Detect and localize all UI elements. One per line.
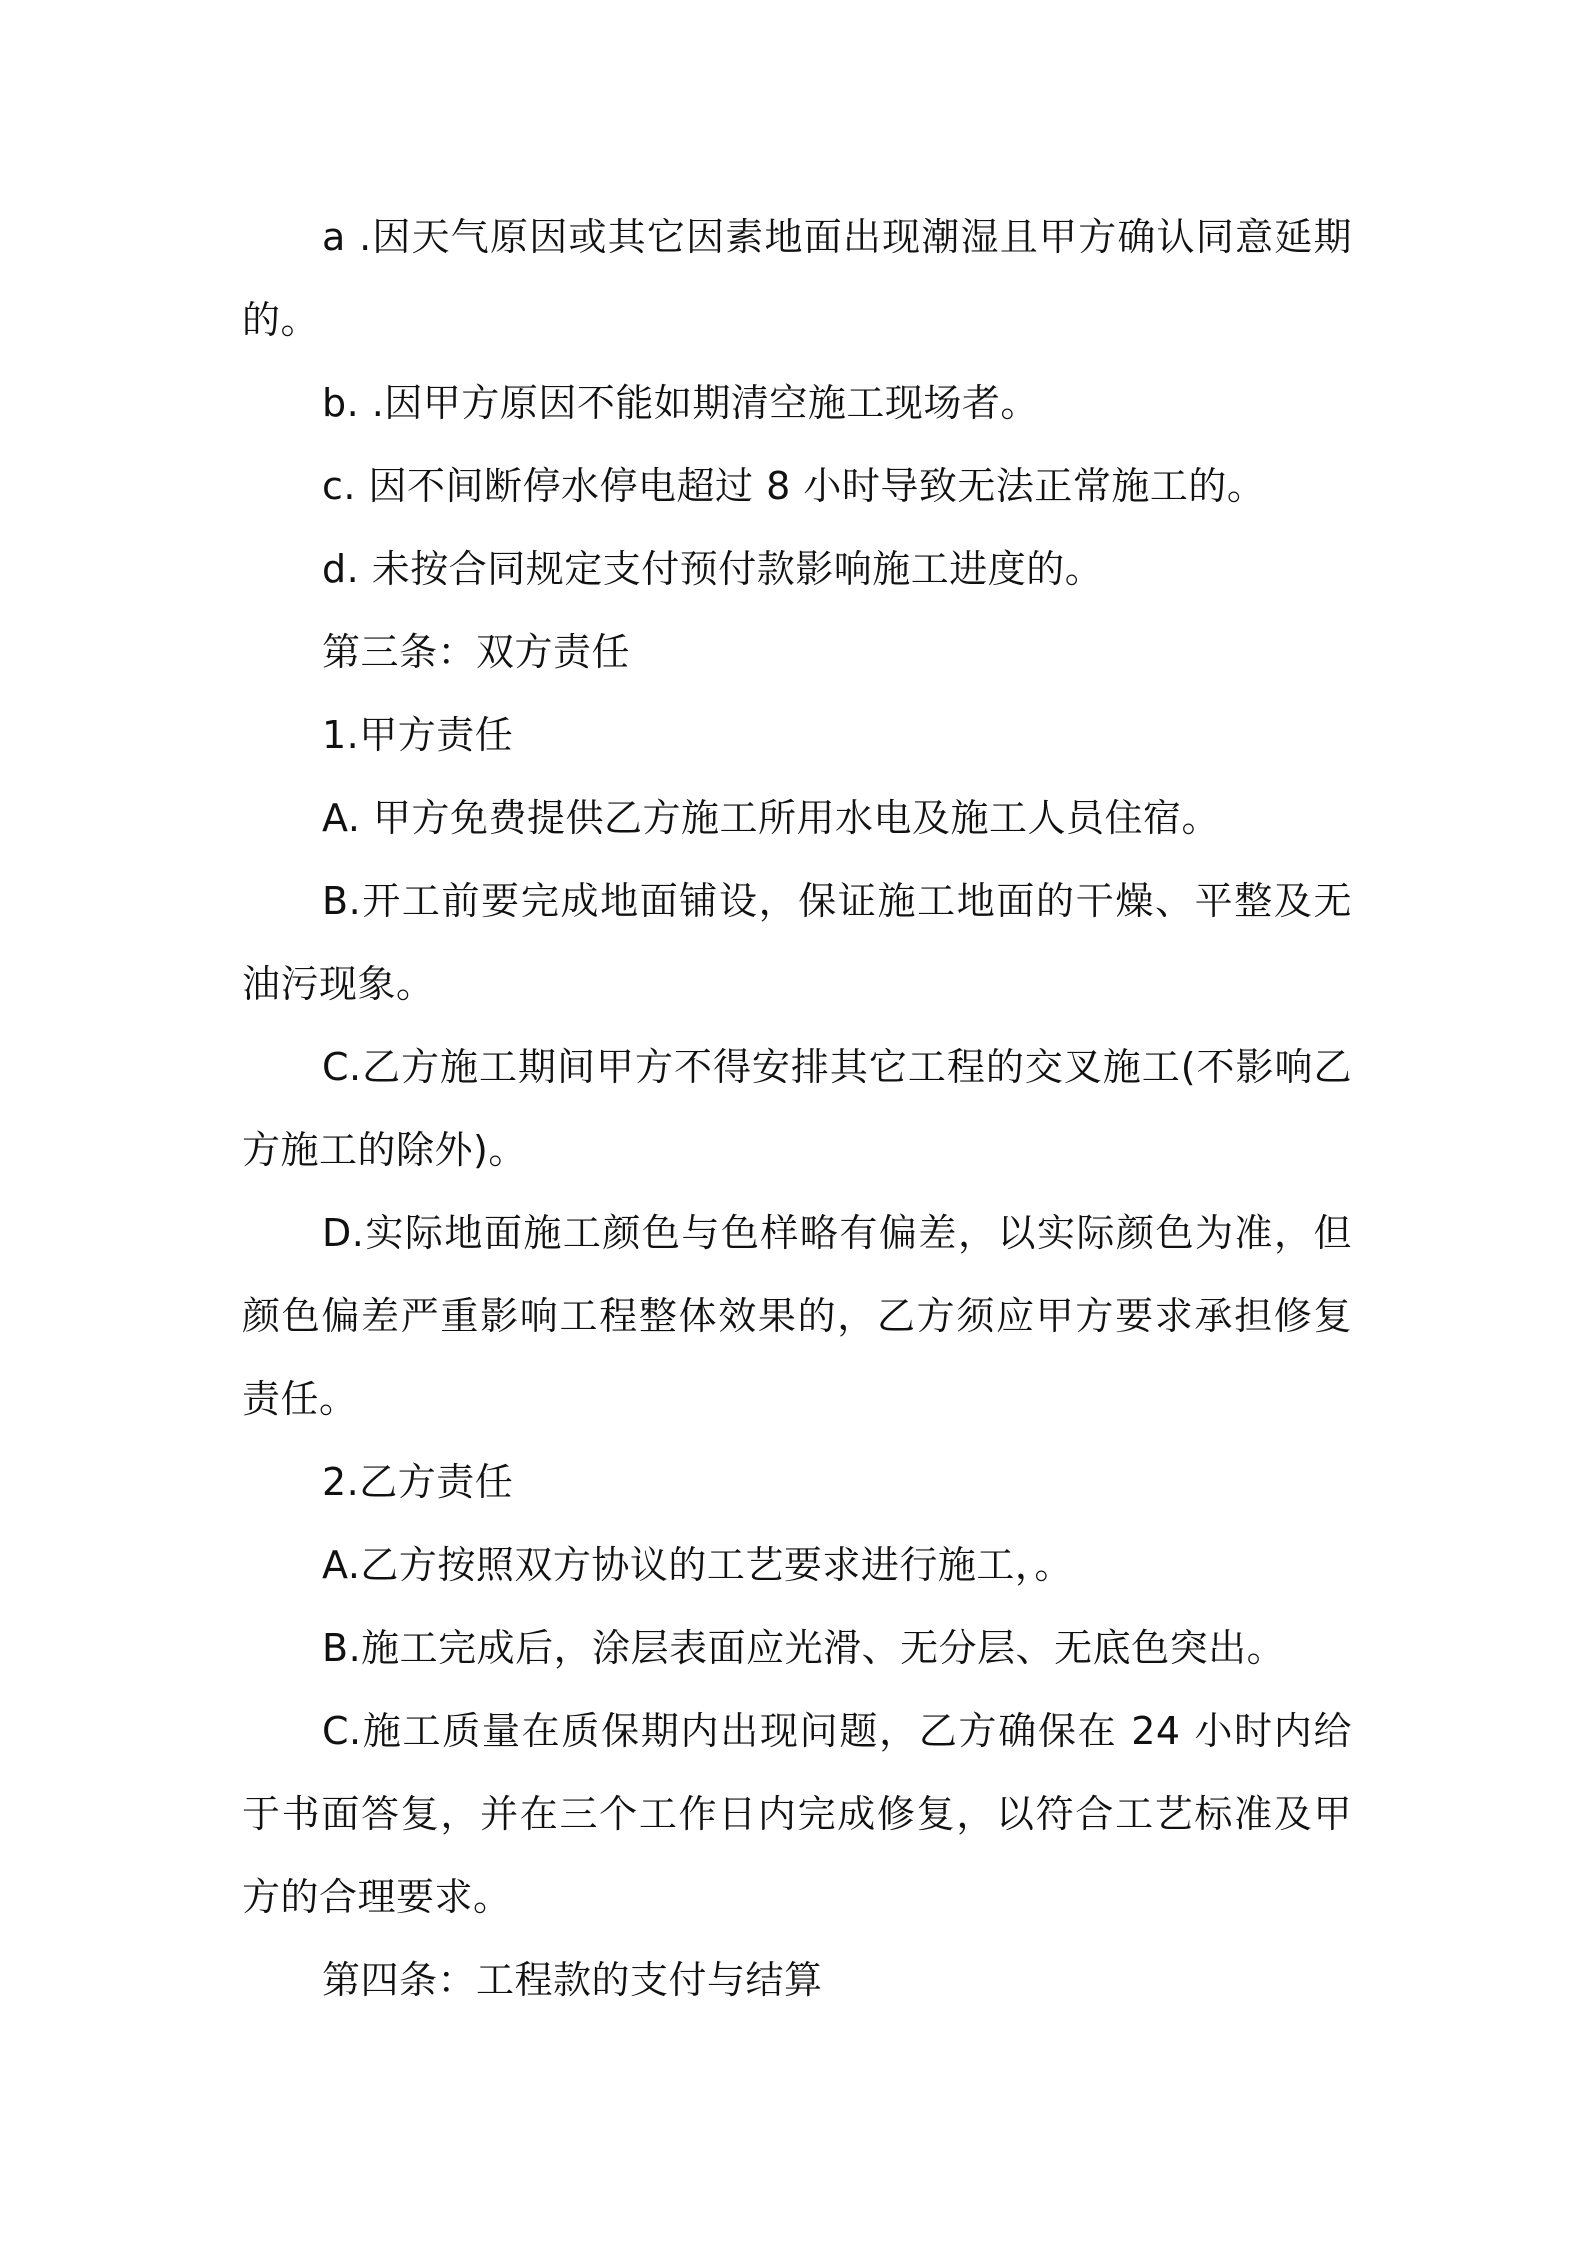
document-body	[242, 196, 1352, 2022]
clause-a-weather-delay: a .因天气原因或其它因素地面出现潮湿且甲方确认同意延期的。	[242, 215, 1352, 342]
party-a-responsibility-heading: 1.甲方责任	[322, 713, 514, 757]
party-b-item-b: B.施工完成后，涂层表面应光滑、无分层、无底色突出。	[322, 1626, 1286, 1670]
party-a-item-a: A. 甲方免费提供乙方施工所用水电及施工人员住宿。	[322, 796, 1220, 840]
article-3-heading: 第三条：双方责任	[322, 630, 631, 674]
party-b-responsibility-heading: 2.乙方责任	[322, 1460, 514, 1504]
clause-d-advance-payment: d. 未按合同规定支付预付款影响施工进度的。	[322, 547, 1104, 591]
clause-c-power-outage: c. 因不间断停水停电超过 8 小时导致无法正常施工的。	[322, 464, 1266, 508]
party-a-item-b: B.开工前要完成地面铺设，保证施工地面的干燥、平整及无油污现象。	[242, 879, 1352, 1006]
party-b-item-a: A.乙方按照双方协议的工艺要求进行施工，。	[322, 1543, 1073, 1587]
party-b-item-c: C.施工质量在质保期内出现问题，乙方确保在 24 小时内给于书面答复，并在三个工作日内完成修复，以符合工艺标准及甲方的合理要求。	[242, 1709, 1352, 1919]
party-a-item-c: C.乙方施工期间甲方不得安排其它工程的交叉施工(不影响乙方施工的除外)。	[242, 1045, 1352, 1172]
article-4-heading: 第四条：工程款的支付与结算	[322, 1958, 823, 2002]
party-a-item-d: D.实际地面施工颜色与色样略有偏差，以实际颜色为准，但颜色偏差严重影响工程整体效果的，乙方须应甲方要求承担修复责任。	[242, 1211, 1352, 1421]
clause-b-site-clearing: b. .因甲方原因不能如期清空施工现场者。	[322, 381, 1039, 425]
